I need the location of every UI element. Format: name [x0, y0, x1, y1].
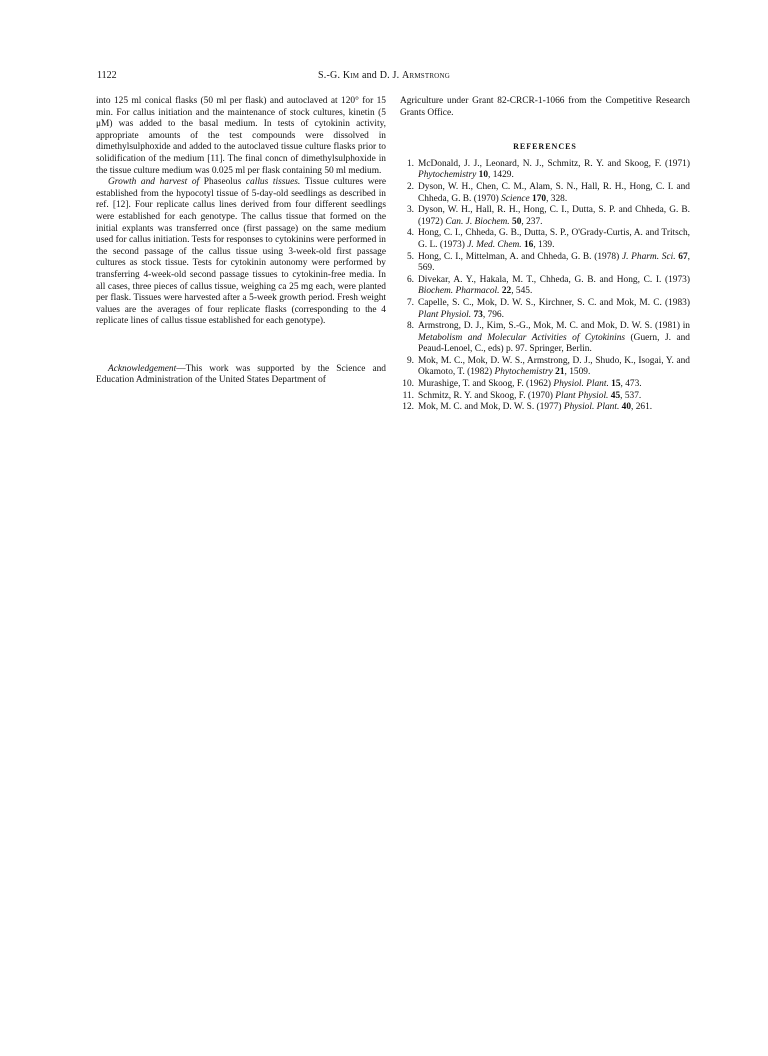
- subsection-heading-genus: Phaseolus: [203, 177, 242, 188]
- page-number: 1122: [97, 70, 117, 81]
- reference-journal: Can. J. Biochem.: [445, 216, 510, 227]
- reference-pages: , 473.: [620, 379, 642, 390]
- right-column: [400, 96, 690, 414]
- reference-journal: Phytochemistry: [494, 367, 553, 378]
- reference-pages: , 796.: [482, 309, 504, 320]
- reference-journal: Physiol. Plant.: [553, 379, 609, 390]
- reference-number: 1.: [406, 158, 414, 169]
- and-word: and: [359, 70, 380, 81]
- reference-item: [400, 321, 690, 356]
- author1-surname: Kim: [342, 70, 360, 81]
- acknowledgement-continuation: Agriculture under Grant 82-CRCR-1-1066 from the Competitive Research Grants Office.: [400, 96, 690, 118]
- reference-volume: 16: [521, 239, 534, 250]
- reference-item: [400, 298, 690, 321]
- reference-volume: 15: [608, 379, 621, 390]
- reference-pages: , 139.: [533, 239, 555, 250]
- reference-volume: 50: [509, 216, 522, 227]
- reference-authors-year: Mok, M. C., Mok, D. W. S., Armstrong, D. J., Shudo, K., Isogai, Y. and Okamoto, T. (1982): [418, 355, 690, 378]
- reference-authors-year: Murashige, T. and Skoog, F. (1962): [418, 379, 554, 390]
- reference-volume: 21: [552, 367, 565, 378]
- acknowledgement-body: —This work was supported by the Science and Education Administration of the United States Department of: [96, 363, 386, 386]
- reference-journal: Physiol. Plant.: [563, 402, 620, 413]
- reference-journal: Science: [501, 193, 530, 204]
- reference-volume: 22: [499, 286, 512, 297]
- reference-number: 3.: [406, 205, 414, 216]
- methods-paragraph-2-body: Tissue cultures were established from the hypocotyl tissue of 5-day-old seedlings as described in ref. [12]. Four replicate callus lines derived from four different seedlings were established for each genotype. The callus tissue that formed on the initial explants was transferred once (first passage) on the same medium used for callus initiation. Tests for responses to cytokinins were performed in the second passage of the callus tissue using 3-week-old first passage cultures as stock tissue. Tests for cytokinin autonomy were performed by transferring 4-week-old second passage tissues to cytokinin-free media. In all cases, three pieces of callus tissue, weighing ca 25 mg each, were planted per flask. Tissues were harvested after a 5-week growth period. Fresh weight values are the averages of four replicate flasks (corresponding to the 4 replicate lines of callus tissue established for each genotype).: [96, 177, 386, 327]
- reference-journal: Phytochemistry: [418, 170, 477, 181]
- reference-authors-year: Schmitz, R. Y. and Skoog, F. (1970): [418, 390, 556, 401]
- reference-authors-year: Hong, C. I., Mittelman, A. and Chheda, G. B. (1978): [418, 251, 622, 262]
- reference-item: [400, 159, 690, 182]
- reference-item: [400, 252, 690, 275]
- reference-number: 8.: [406, 321, 414, 332]
- reference-pages: , 1509.: [564, 367, 591, 378]
- reference-pages: (Guern, J. and Peaud-Lenoel, C., eds) p. 97. Springer, Berlin.: [418, 332, 690, 355]
- reference-journal: J. Med. Chem.: [467, 239, 522, 250]
- left-column: [96, 96, 386, 387]
- reference-volume: 10: [476, 170, 489, 181]
- methods-paragraph-2: [96, 177, 386, 328]
- running-head: [0, 70, 768, 81]
- subsection-heading-part-c: callus tissues.: [241, 177, 301, 188]
- reference-number: 6.: [406, 274, 414, 285]
- author2-surname: Armstrong: [402, 70, 450, 81]
- reference-authors-year: Capelle, S. C., Mok, D. W. S., Kirchner, S. C. and Mok, M. C. (1983): [418, 297, 690, 308]
- references-heading: REFERENCES: [513, 142, 577, 152]
- reference-pages: , 328.: [546, 193, 568, 204]
- author2-initials: D. J.: [379, 70, 403, 81]
- reference-pages: , 237.: [521, 216, 543, 227]
- reference-authors-year: Hong, C. I., Chheda, G. B., Dutta, S. P., O'Grady-Curtis, A. and Tritsch, G. L. (1973): [418, 228, 690, 250]
- reference-number: 4.: [406, 228, 414, 239]
- reference-journal: Plant Physiol.: [418, 309, 472, 320]
- reference-item: [400, 391, 690, 403]
- reference-journal: Biochem. Pharmacol.: [418, 286, 500, 297]
- reference-journal: J. Pharm. Sci.: [621, 251, 676, 262]
- reference-item: [400, 379, 690, 391]
- reference-item: [400, 275, 690, 298]
- reference-authors-year: Divekar, A. Y., Hakala, M. T., Chheda, G. B. and Hong, C. I. (1973): [418, 274, 690, 285]
- reference-volume: 170: [529, 193, 547, 204]
- reference-item: [400, 182, 690, 205]
- reference-authors-year: Armstrong, D. J., Kim, S.-G., Mok, M. C. and Mok, D. W. S. (1981) in: [418, 321, 690, 332]
- reference-authors-year: Dyson, W. H., Chen, C. M., Alam, S. N., Hall, R. H., Hong, C. I. and Chheda, G. B. (1970): [418, 181, 690, 204]
- reference-authors-year: McDonald, J. J., Leonard, N. J., Schmitz, R. Y. and Skoog, F. (1971): [418, 158, 690, 169]
- reference-item: [400, 356, 690, 379]
- reference-pages: , 569.: [418, 251, 690, 274]
- reference-pages: , 545.: [511, 286, 533, 297]
- reference-number: 12.: [402, 402, 414, 413]
- reference-item: [400, 228, 690, 251]
- reference-number: 7.: [406, 297, 414, 308]
- acknowledgement-paragraph: [96, 364, 386, 387]
- reference-volume: 40: [619, 402, 632, 413]
- subsection-heading-part-a: Growth and harvest of: [108, 177, 204, 188]
- methods-paragraph-1: into 125 ml conical flasks (50 ml per flask) and autoclaved at 120° for 15 min. For callus initiation and the maintenance of stock cultures, kinetin (5 μM) was added to the basal medium. In tests of cytokinin activity, appropriate amounts of the test compounds were dissolved in dimethylsulphoxide and added to the autoclaved tissue culture flasks prior to solidification of the medium [11]. The final concn of dimethylsulphoxide in the tissue culture medium was 0.025 ml per flask containing 50 ml medium.: [96, 96, 386, 176]
- reference-number: 10.: [402, 379, 414, 390]
- reference-item: [400, 205, 690, 228]
- reference-journal: Plant Physiol.: [555, 390, 609, 401]
- reference-pages: , 261.: [631, 402, 653, 413]
- reference-number: 5.: [406, 251, 414, 262]
- author1-initials: S.-G.: [318, 70, 343, 81]
- reference-authors-year: Dyson, W. H., Hall, R. H., Hong, C. I., Dutta, S. P. and Chheda, G. B. (1972): [418, 205, 690, 227]
- reference-number: 2.: [406, 181, 414, 192]
- acknowledgement-heading: Acknowledgement: [108, 363, 177, 374]
- reference-pages: , 537.: [620, 390, 642, 401]
- reference-number: 11.: [402, 390, 414, 401]
- reference-item: [400, 402, 690, 414]
- reference-pages: , 1429.: [488, 170, 514, 181]
- reference-authors-year: Mok, M. C. and Mok, D. W. S. (1977): [418, 402, 564, 413]
- reference-number: 9.: [406, 355, 414, 366]
- references-list: [400, 159, 690, 414]
- reference-journal: Metabolism and Molecular Activities of Cytokinins: [418, 332, 626, 343]
- reference-volume: 67: [675, 251, 688, 262]
- reference-volume: 45: [608, 390, 621, 401]
- reference-volume: 73: [471, 309, 483, 320]
